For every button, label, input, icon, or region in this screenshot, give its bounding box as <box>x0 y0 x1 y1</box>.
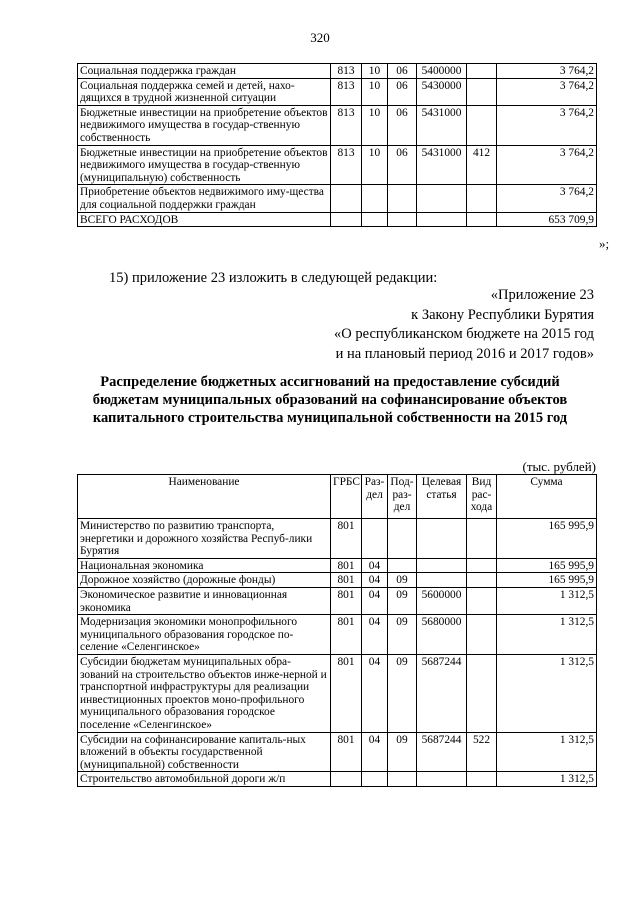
cell-grbs: 813 <box>331 64 362 79</box>
header-vid: Вид рас-хода <box>467 475 497 519</box>
empty-cell <box>331 212 362 227</box>
cell-podrazdel: 09 <box>388 654 417 732</box>
cell-podrazdel: 09 <box>388 573 417 588</box>
cell-sum: 1 312,5 <box>497 732 597 772</box>
cell-expense-type <box>467 105 497 145</box>
cell-razdel: 10 <box>362 78 388 105</box>
cell-razdel: 04 <box>362 587 388 614</box>
cell-razdel: 10 <box>362 105 388 145</box>
cell-sum: 3 764,2 <box>497 78 597 105</box>
cell-podrazdel: 09 <box>388 615 417 655</box>
table-row <box>78 64 597 79</box>
cell-razdel <box>362 519 388 559</box>
cell-razdel: 04 <box>362 558 388 573</box>
cell-sum: 3 764,2 <box>497 145 597 185</box>
cell-name: Социальная поддержка семей и детей, нахо-дящихся в трудной жизненной ситуации <box>78 78 331 105</box>
cell-podrazdel <box>388 772 417 787</box>
cell-sum: 1 312,5 <box>497 587 597 614</box>
subsidies-table-body <box>78 519 597 787</box>
cell-grbs: 801 <box>331 519 362 559</box>
cell-grbs: 801 <box>331 654 362 732</box>
cell-grbs: 801 <box>331 732 362 772</box>
cell-sum: 3 764,2 <box>497 64 597 79</box>
cell-podrazdel: 06 <box>388 145 417 185</box>
cell-target-article: 5400000 <box>417 64 467 79</box>
table-row <box>78 654 597 732</box>
cell-sum: 165 995,9 <box>497 519 597 559</box>
closing-quote: »; <box>599 236 610 251</box>
cell-name: Бюджетные инвестиции на приобретение объектов недвижимого имущества в государ-ственную (муниципальную) собственность <box>78 145 331 185</box>
cell-grbs: 801 <box>331 573 362 588</box>
cell-sum: 1 312,5 <box>497 654 597 732</box>
appendix-line: «Приложение 23 <box>490 287 594 303</box>
cell-name: Субсидии на софинансирование капиталь-ных вложений в объекты государственной (муниципальной) собственности <box>78 732 331 772</box>
cell-podrazdel: 06 <box>388 105 417 145</box>
table-row <box>78 558 597 573</box>
cell-expense-type: 522 <box>467 732 497 772</box>
cell-expense-type <box>467 185 497 212</box>
title-line: Распределение бюджетных ассигнований на предоставление субсидий <box>100 374 560 390</box>
expenses-table <box>77 63 597 227</box>
cell-expense-type <box>467 573 497 588</box>
table-row <box>78 573 597 588</box>
header-podrazdel: Под-раз-дел <box>388 475 417 519</box>
empty-cell <box>362 212 388 227</box>
total-row <box>78 212 597 227</box>
document-title <box>40 373 620 427</box>
total-label: ВСЕГО РАСХОДОВ <box>78 212 331 227</box>
cell-expense-type <box>467 587 497 614</box>
header-razdel: Раз-дел <box>362 475 388 519</box>
empty-cell <box>417 212 467 227</box>
page-number: 320 <box>310 30 330 45</box>
cell-name: Дорожное хозяйство (дорожные фонды) <box>78 573 331 588</box>
cell-expense-type <box>467 772 497 787</box>
cell-razdel: 10 <box>362 145 388 185</box>
table-row <box>78 145 597 185</box>
expenses-table-body <box>78 64 597 227</box>
header-sum: Сумма <box>497 475 597 519</box>
cell-grbs: 801 <box>331 558 362 573</box>
cell-razdel <box>362 772 388 787</box>
cell-name: Экономическое развитие и инновационная экономика <box>78 587 331 614</box>
header-grbs: ГРБС <box>331 475 362 519</box>
cell-target-article <box>417 573 467 588</box>
subsidies-table <box>77 474 597 787</box>
cell-razdel: 04 <box>362 573 388 588</box>
cell-podrazdel <box>388 558 417 573</box>
cell-podrazdel <box>388 519 417 559</box>
cell-target-article: 5431000 <box>417 145 467 185</box>
cell-expense-type <box>467 78 497 105</box>
table-row <box>78 78 597 105</box>
table-row <box>78 615 597 655</box>
cell-target-article <box>417 558 467 573</box>
cell-expense-type <box>467 615 497 655</box>
cell-name: Приобретение объектов недвижимого иму-щества для социальной поддержки граждан <box>78 185 331 212</box>
cell-expense-type: 412 <box>467 145 497 185</box>
cell-grbs: 813 <box>331 78 362 105</box>
cell-grbs <box>331 185 362 212</box>
table-row <box>78 105 597 145</box>
cell-expense-type <box>467 519 497 559</box>
cell-sum: 165 995,9 <box>497 573 597 588</box>
appendix-line: и на плановый период 2016 и 2017 годов» <box>335 345 594 362</box>
cell-target-article <box>417 772 467 787</box>
units-label: (тыс. рублей) <box>522 459 596 474</box>
header-target: Целевая статья <box>417 475 467 519</box>
cell-target-article: 5430000 <box>417 78 467 105</box>
cell-razdel: 04 <box>362 654 388 732</box>
cell-razdel: 04 <box>362 732 388 772</box>
title-line: бюджетам муниципальных образований на софинансирование объектов <box>92 392 568 408</box>
cell-razdel: 10 <box>362 64 388 79</box>
cell-sum: 3 764,2 <box>497 185 597 212</box>
table-row <box>78 185 597 212</box>
cell-name: Модернизация экономики монопрофильного муниципального образования городское по-селение «Селенгинское» <box>78 615 331 655</box>
empty-cell <box>467 212 497 227</box>
cell-name: Министерство по развитию транспорта, энергетики и дорожного хозяйства Респуб-лики Бурятия <box>78 519 331 559</box>
cell-sum: 3 764,2 <box>497 105 597 145</box>
appendix-line: «О республиканском бюджете на 2015 год <box>334 326 594 342</box>
cell-sum: 165 995,9 <box>497 558 597 573</box>
cell-target-article <box>417 185 467 212</box>
cell-name: Бюджетные инвестиции на приобретение объектов недвижимого имущества в государ-ственную собственность <box>78 105 331 145</box>
title-line: капитального строительства муниципальной собственности на 2015 год <box>92 410 568 426</box>
cell-podrazdel: 06 <box>388 64 417 79</box>
cell-razdel: 04 <box>362 615 388 655</box>
cell-podrazdel: 09 <box>388 732 417 772</box>
cell-grbs: 813 <box>331 105 362 145</box>
cell-target-article: 5431000 <box>417 105 467 145</box>
header-name: Наименование <box>78 475 331 519</box>
cell-podrazdel: 09 <box>388 587 417 614</box>
cell-target-article: 5600000 <box>417 587 467 614</box>
cell-name: Строительство автомобильной дороги ж/п <box>78 772 331 787</box>
cell-podrazdel: 06 <box>388 78 417 105</box>
appendix-line: к Закону Республики Бурятия <box>411 306 594 323</box>
cell-grbs: 801 <box>331 587 362 614</box>
cell-grbs <box>331 772 362 787</box>
cell-sum: 1 312,5 <box>497 772 597 787</box>
cell-podrazdel <box>388 185 417 212</box>
cell-expense-type <box>467 558 497 573</box>
table-row <box>78 772 597 787</box>
cell-expense-type <box>467 64 497 79</box>
cell-target-article: 5687244 <box>417 654 467 732</box>
cell-name: Субсидии бюджетам муниципальных обра-зований на строительство объектов инже-нерной и транспортной инфраструктуры для реализации инвестиционных проектов моно-профильного муниципального образования городское поселение «Селенгинское» <box>78 654 331 732</box>
appendix-header <box>334 286 594 364</box>
cell-target-article <box>417 519 467 559</box>
table-header-row <box>78 475 597 519</box>
table-row <box>78 587 597 614</box>
cell-sum: 1 312,5 <box>497 615 597 655</box>
cell-grbs: 813 <box>331 145 362 185</box>
cell-grbs: 801 <box>331 615 362 655</box>
cell-name: Национальная экономика <box>78 558 331 573</box>
empty-cell <box>388 212 417 227</box>
cell-name: Социальная поддержка граждан <box>78 64 331 79</box>
cell-expense-type <box>467 654 497 732</box>
table-row <box>78 732 597 772</box>
item-15-text: 15) приложение 23 изложить в следующей редакции: <box>109 270 438 286</box>
cell-target-article: 5680000 <box>417 615 467 655</box>
cell-razdel <box>362 185 388 212</box>
table-row <box>78 519 597 559</box>
cell-target-article: 5687244 <box>417 732 467 772</box>
total-sum: 653 709,9 <box>497 212 597 227</box>
